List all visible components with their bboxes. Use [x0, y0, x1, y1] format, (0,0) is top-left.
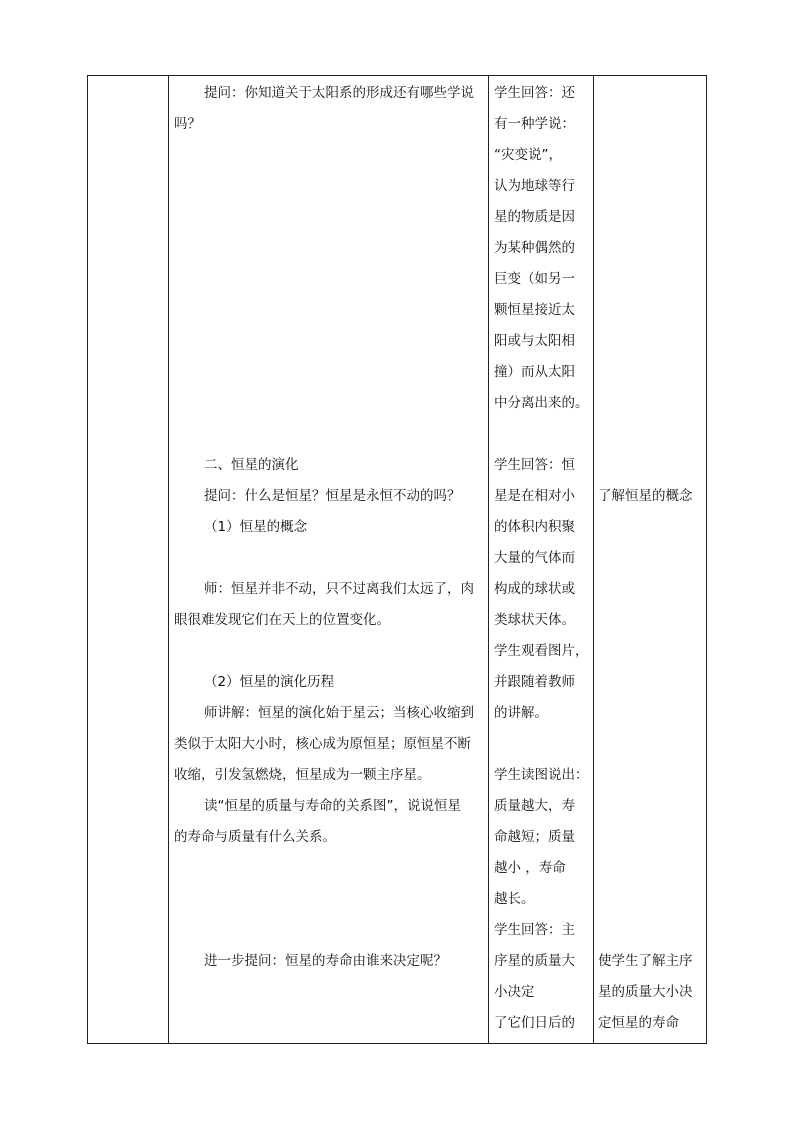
text-line: 提问：什么是恒星？恒星是永恒不动的吗？ [204, 488, 461, 504]
text-line [174, 853, 486, 884]
text-line: 师：恒星并非不动，只不过离我们太远了，肉 [204, 581, 474, 597]
text-line: （1）恒星的概念 [204, 519, 308, 535]
text-line [174, 140, 486, 171]
text-line: 越长。 [494, 891, 535, 907]
text-line: 的寿命与质量有什么关系。 [174, 829, 336, 845]
text-line: 提问：你知道关于太阳系的形成还有哪些学说 [204, 85, 474, 101]
text-line [598, 202, 704, 233]
text-line [598, 109, 704, 140]
text-line [174, 233, 486, 264]
text-line: 的体积内积聚 [494, 519, 575, 535]
text-line [598, 233, 704, 264]
text-line [174, 171, 486, 202]
text-line [174, 636, 486, 667]
text-line [598, 512, 704, 543]
text-line: 大量的气体而 [494, 550, 575, 566]
column-divider [488, 76, 489, 1043]
text-line [174, 543, 486, 574]
text-line [174, 915, 486, 946]
text-line [598, 853, 704, 884]
text-line [598, 78, 704, 109]
column-divider [168, 76, 169, 1043]
text-line [598, 140, 704, 171]
text-line: 序星的质量大 [494, 953, 575, 969]
text-line [598, 171, 704, 202]
text-line [598, 388, 704, 419]
text-line [174, 326, 486, 357]
text-line: 星的物质是因 [494, 209, 575, 225]
text-line [598, 760, 704, 791]
text-line: 中分离出来的。 [494, 395, 589, 411]
text-line: 学生观看图片， [494, 643, 589, 659]
text-line: 学生回答：主 [494, 922, 575, 938]
text-line [598, 450, 704, 481]
text-line [598, 543, 704, 574]
text-line [598, 884, 704, 915]
text-line: “灾变说”， [494, 147, 562, 163]
text-line: 吗？ [174, 116, 201, 132]
text-line [174, 202, 486, 233]
text-line: 撞）而从太阳 [494, 364, 575, 380]
text-line: 小决定 [494, 984, 535, 1000]
text-line [174, 419, 486, 450]
text-line: 了它们日后的 [494, 1015, 575, 1031]
text-line: （2）恒星的演化历程 [204, 674, 335, 690]
text-line [598, 574, 704, 605]
text-line [598, 915, 704, 946]
text-line: 的讲解。 [494, 705, 548, 721]
text-line: 学生读图说出： [494, 767, 589, 783]
text-line: 学生回答：还 [494, 85, 575, 101]
text-line: 学生回答：恒 [494, 457, 575, 473]
text-line [598, 698, 704, 729]
design-intent-column [598, 78, 704, 1039]
text-line: 收缩，引发氢燃烧，恒星成为一颗主序星。 [174, 767, 431, 783]
text-line [598, 264, 704, 295]
text-line [494, 419, 592, 450]
text-line: 越小 ，寿命 [494, 860, 566, 876]
text-line [598, 791, 704, 822]
text-line: 定恒星的寿命 [598, 1015, 679, 1031]
text-line [598, 357, 704, 388]
text-line: 有一种学说： [494, 116, 575, 132]
text-line: 了解恒星的概念 [598, 488, 693, 504]
text-line: 星是在相对小 [494, 488, 575, 504]
text-line: 师讲解：恒星的演化始于星云；当核心收缩到 [204, 705, 474, 721]
text-line: 眼很难发现它们在天上的位置变化。 [174, 612, 390, 628]
text-line [598, 326, 704, 357]
text-line [598, 419, 704, 450]
text-line [174, 295, 486, 326]
text-line: 二、恒星的演化 [204, 457, 299, 473]
text-line: 认为地球等行 [494, 178, 575, 194]
text-line [174, 884, 486, 915]
text-line: 并跟随着教师 [494, 674, 575, 690]
text-line [598, 636, 704, 667]
text-line: 阳或与太阳相 [494, 333, 575, 349]
text-line [174, 357, 486, 388]
student-activity-column [494, 78, 592, 1039]
text-line: 为某种偶然的 [494, 240, 575, 256]
text-line [494, 729, 592, 760]
text-line: 颗恒星接近太 [494, 302, 575, 318]
text-line: 使学生了解主序 [598, 953, 693, 969]
text-line: 巨变（如另一 [494, 271, 575, 287]
text-line [174, 264, 486, 295]
text-line: 命越短；质量 [494, 829, 575, 845]
text-line [598, 822, 704, 853]
text-line [598, 605, 704, 636]
teacher-activity-column [174, 78, 486, 977]
text-line: 进一步提问：恒星的寿命由谁来决定呢？ [204, 953, 447, 969]
text-line [598, 729, 704, 760]
text-line [598, 667, 704, 698]
text-line: 质量越大，寿 [494, 798, 575, 814]
text-line: 类球状天体。 [494, 612, 575, 628]
text-line: 类似于太阳大小时，核心成为原恒星；原恒星不断 [174, 736, 471, 752]
text-line: 读“恒星的质量与寿命的关系图”，说说恒星 [204, 798, 461, 814]
text-line [598, 295, 704, 326]
column-divider [593, 76, 594, 1043]
text-line: 构成的球状或 [494, 581, 575, 597]
text-line: 星的质量大小决 [598, 984, 693, 1000]
text-line [174, 388, 486, 419]
lesson-plan-table [87, 75, 707, 1044]
